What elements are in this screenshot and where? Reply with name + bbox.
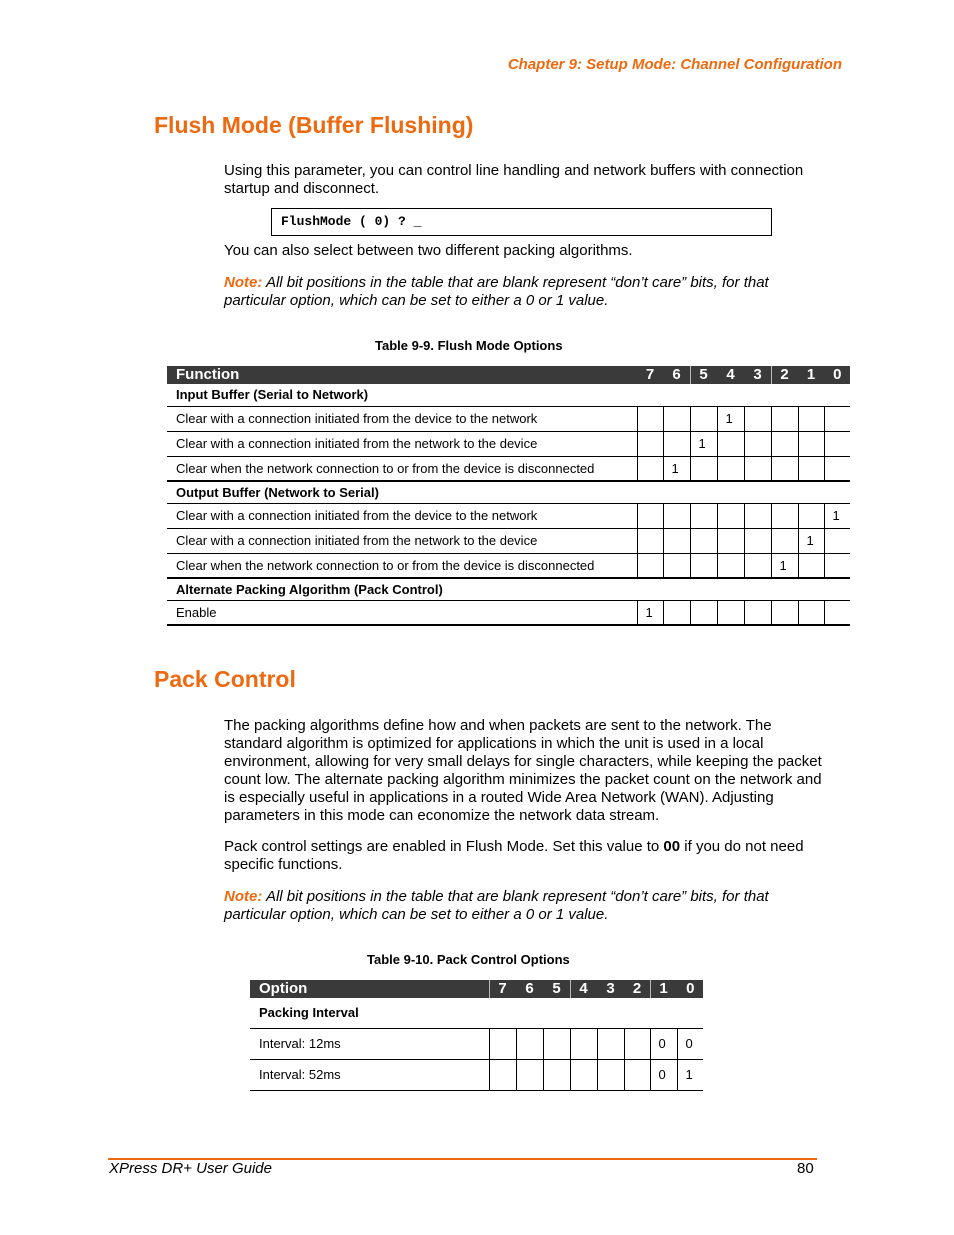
bit-cell: [771, 528, 798, 553]
bit-cell: [717, 456, 744, 481]
bit-cell: 1: [771, 553, 798, 578]
bit-cell: [717, 553, 744, 578]
bit-header: 5: [690, 366, 717, 384]
bit-cell: [798, 431, 824, 456]
pack-paragraph-1: The packing algorithms define how and when packets are sent to the network. The standard algorithm is optimized for applications in which the unit is used in a local environment, allowing for very small delays for single characters, while keeping the packet count low. The alternate packing algorithm minimizes the packet count on the network and is especially useful in applications in a routed Wide Area Network (WAN). Adjusting parameters in this mode can economize the network data stream.: [224, 717, 822, 824]
table-row: [167, 528, 850, 553]
bit-cell: [516, 1028, 543, 1059]
bit-cell: 0: [650, 1028, 677, 1059]
bit-cell: [744, 503, 771, 528]
bit-cell: [798, 600, 824, 625]
bit-cell: [663, 553, 690, 578]
flush-mode-title: Flush Mode (Buffer Flushing): [154, 112, 474, 138]
section-title: Input Buffer (Serial to Network): [167, 384, 850, 406]
bit-cell: [717, 503, 744, 528]
flushmode-code-box: FlushMode ( 0) ? _: [271, 208, 772, 236]
bit-header: 2: [771, 366, 798, 384]
option-label: Clear with a connection initiated from the network to the device: [167, 431, 637, 456]
chapter-header: Chapter 9: Setup Mode: Channel Configuration: [507, 56, 842, 73]
option-label: Interval: 52ms: [250, 1059, 489, 1090]
column-header-function: Function: [167, 366, 637, 384]
bit-cell: [744, 600, 771, 625]
bit-cell: [771, 431, 798, 456]
bit-cell: [690, 528, 717, 553]
table-row: [250, 1059, 703, 1090]
pack-para2-value: 00: [663, 838, 681, 855]
column-header-option: Option: [250, 980, 489, 998]
flush-after-code: You can also select between two different packing algorithms.: [224, 242, 633, 259]
table-header-row: [250, 980, 703, 998]
table-header-row: [167, 366, 850, 384]
option-label: Clear with a connection initiated from the device to the network: [167, 503, 637, 528]
bit-cell: [717, 600, 744, 625]
option-label: Enable: [167, 600, 637, 625]
bit-cell: [637, 503, 663, 528]
table-section-row: [250, 998, 703, 1028]
table-section-row: [167, 384, 850, 406]
table-row: [167, 503, 850, 528]
bit-cell: [798, 553, 824, 578]
pack-para2-text: Pack control settings are enabled in Flush Mode. Set this value to: [224, 838, 664, 855]
bit-cell: [824, 406, 850, 431]
bit-cell: [771, 406, 798, 431]
bit-cell: [624, 1059, 650, 1090]
bit-cell: [798, 503, 824, 528]
bit-cell: [663, 431, 690, 456]
pack-note: [224, 888, 784, 924]
bit-cell: 1: [663, 456, 690, 481]
table-row: [167, 406, 850, 431]
section-title: Output Buffer (Network to Serial): [167, 481, 850, 503]
bit-cell: [690, 553, 717, 578]
bit-cell: [663, 406, 690, 431]
footer-guide-title: XPress DR+ User Guide: [109, 1160, 272, 1177]
flush-table-caption: Table 9-9. Flush Mode Options: [375, 338, 563, 353]
bit-cell: [771, 503, 798, 528]
bit-cell: [690, 406, 717, 431]
bit-cell: [771, 600, 798, 625]
bit-cell: [824, 600, 850, 625]
bit-cell: 1: [690, 431, 717, 456]
bit-cell: [744, 431, 771, 456]
bit-cell: [570, 1059, 597, 1090]
bit-cell: [744, 553, 771, 578]
pack-paragraph-2: [224, 838, 834, 874]
bit-cell: 0: [650, 1059, 677, 1090]
table-row: [250, 1028, 703, 1059]
note-text: All bit positions in the table that are blank represent “don’t care” bits, for that particular option, which can be set to either a 0 or 1 value.: [224, 888, 769, 923]
bit-cell: [637, 431, 663, 456]
bit-header: 5: [543, 980, 570, 998]
table-row: [167, 456, 850, 481]
option-label: Clear with a connection initiated from the network to the device: [167, 528, 637, 553]
bit-cell: [744, 456, 771, 481]
bit-header: 6: [516, 980, 543, 998]
bit-cell: [798, 456, 824, 481]
bit-cell: [637, 528, 663, 553]
bit-cell: [637, 553, 663, 578]
bit-cell: [690, 600, 717, 625]
bit-header: 4: [717, 366, 744, 384]
table-row: [167, 553, 850, 578]
bit-cell: 1: [824, 503, 850, 528]
pack-para2-text-end: if you do not need specific functions.: [224, 838, 804, 873]
pack-control-title: Pack Control: [154, 666, 296, 692]
bit-header: 7: [637, 366, 663, 384]
bit-cell: [824, 528, 850, 553]
bit-cell: 1: [677, 1059, 703, 1090]
bit-cell: [570, 1028, 597, 1059]
bit-cell: [624, 1028, 650, 1059]
bit-header: 6: [663, 366, 690, 384]
flush-intro: Using this parameter, you can control line handling and network buffers with connection startup and disconnect.: [224, 162, 804, 197]
option-label: Clear with a connection initiated from the device to the network: [167, 406, 637, 431]
bit-header: 3: [744, 366, 771, 384]
bit-cell: [637, 406, 663, 431]
bit-header: 4: [570, 980, 597, 998]
bit-cell: [489, 1028, 516, 1059]
bit-cell: [824, 431, 850, 456]
bit-header: 3: [597, 980, 624, 998]
table-row: [167, 431, 850, 456]
bit-header: 0: [677, 980, 703, 998]
section-title: Alternate Packing Algorithm (Pack Control): [167, 578, 850, 600]
bit-cell: [489, 1059, 516, 1090]
bit-cell: [690, 456, 717, 481]
bit-cell: [717, 431, 744, 456]
note-label: Note:: [224, 274, 263, 291]
bit-header: 1: [650, 980, 677, 998]
bit-cell: [516, 1059, 543, 1090]
bit-cell: [543, 1028, 570, 1059]
option-label: Interval: 12ms: [250, 1028, 489, 1059]
table-row: [167, 600, 850, 625]
table-section-row: [167, 578, 850, 600]
bit-cell: [824, 553, 850, 578]
bit-cell: [543, 1059, 570, 1090]
bit-cell: [824, 456, 850, 481]
footer-page-number: 80: [797, 1160, 814, 1177]
bit-cell: [663, 503, 690, 528]
bit-cell: 1: [717, 406, 744, 431]
bit-cell: [597, 1059, 624, 1090]
bit-cell: [744, 528, 771, 553]
note-label: Note:: [224, 888, 263, 905]
bit-cell: [771, 456, 798, 481]
bit-cell: [597, 1028, 624, 1059]
pack-control-options-table: [250, 980, 703, 1091]
bit-cell: [744, 406, 771, 431]
option-label: Clear when the network connection to or from the device is disconnected: [167, 553, 637, 578]
bit-header: 0: [824, 366, 850, 384]
bit-cell: [663, 528, 690, 553]
pack-table-caption: Table 9-10. Pack Control Options: [367, 952, 570, 967]
flush-note: [224, 274, 784, 310]
bit-cell: 1: [798, 528, 824, 553]
note-text: All bit positions in the table that are blank represent “don’t care” bits, for that particular option, which can be set to either a 0 or 1 value.: [224, 274, 769, 309]
bit-header: 7: [489, 980, 516, 998]
section-title: Packing Interval: [250, 998, 703, 1028]
table-section-row: [167, 481, 850, 503]
bit-cell: [637, 456, 663, 481]
bit-cell: [717, 528, 744, 553]
bit-header: 2: [624, 980, 650, 998]
bit-cell: [663, 600, 690, 625]
bit-cell: 0: [677, 1028, 703, 1059]
bit-cell: [690, 503, 717, 528]
option-label: Clear when the network connection to or from the device is disconnected: [167, 456, 637, 481]
bit-cell: 1: [637, 600, 663, 625]
bit-header: 1: [798, 366, 824, 384]
flush-mode-options-table: [167, 366, 850, 626]
bit-cell: [798, 406, 824, 431]
